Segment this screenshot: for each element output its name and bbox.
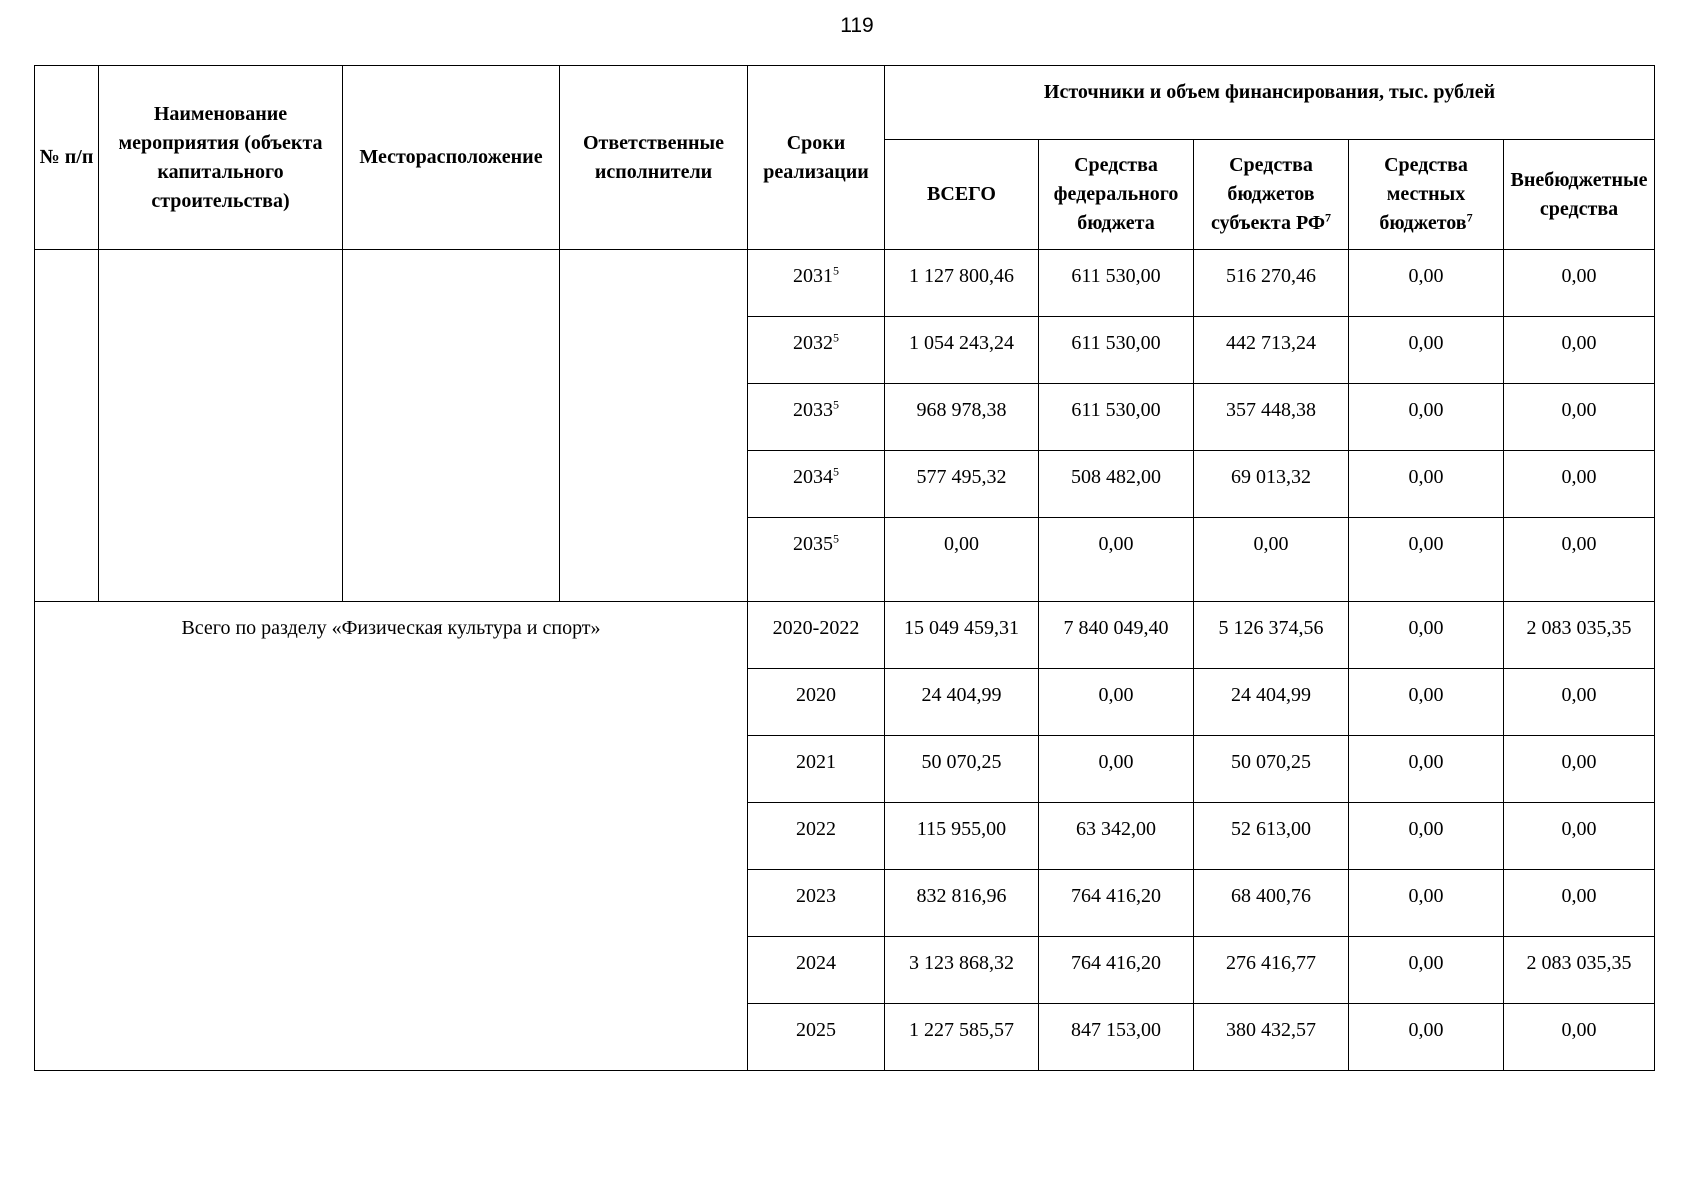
year-cell: 2020-2022: [748, 602, 885, 669]
table-row: [35, 602, 1655, 669]
total-cell: 50 070,25: [885, 736, 1039, 803]
federal-cell: 0,00: [1039, 736, 1194, 803]
federal-cell: 764 416,20: [1039, 937, 1194, 1004]
year-cell: 2033$^5$: [748, 384, 885, 451]
row-name-cell: [99, 250, 343, 602]
footnote-mark: 7: [1466, 210, 1473, 225]
regional-cell: 0,00: [1194, 518, 1349, 602]
header-name: Наименование мероприятия (объекта капитального строительства): [99, 66, 343, 250]
regional-cell: 5 126 374,56: [1194, 602, 1349, 669]
table-body: [35, 250, 1655, 1071]
federal-cell: 847 153,00: [1039, 1004, 1194, 1071]
row-location-cell: [343, 250, 560, 602]
section-total-label: Всего по разделу «Физическая культура и спорт»: [35, 602, 748, 1071]
header-total: ВСЕГО: [885, 140, 1039, 250]
table-header: [35, 66, 1655, 250]
local-cell: 0,00: [1349, 518, 1504, 602]
year-cell: 2031$^5$: [748, 250, 885, 317]
total-cell: 577 495,32: [885, 451, 1039, 518]
local-cell: 0,00: [1349, 384, 1504, 451]
funding-table: [34, 65, 1655, 1071]
row-responsible-cell: [560, 250, 748, 602]
regional-cell: 380 432,57: [1194, 1004, 1349, 1071]
total-cell: 15 049 459,31: [885, 602, 1039, 669]
extra-cell: 0,00: [1504, 384, 1655, 451]
extra-cell: 0,00: [1504, 803, 1655, 870]
local-cell: 0,00: [1349, 937, 1504, 1004]
extra-cell: 0,00: [1504, 250, 1655, 317]
total-cell: 1 227 585,57: [885, 1004, 1039, 1071]
row-num-cell: [35, 250, 99, 602]
federal-cell: 611 530,00: [1039, 384, 1194, 451]
regional-cell: 52 613,00: [1194, 803, 1349, 870]
total-cell: 1 127 800,46: [885, 250, 1039, 317]
header-local: Средства местных бюджетов$^7$: [1349, 140, 1504, 250]
regional-cell: 68 400,76: [1194, 870, 1349, 937]
extra-cell: 0,00: [1504, 736, 1655, 803]
federal-cell: 63 342,00: [1039, 803, 1194, 870]
extra-cell: 0,00: [1504, 669, 1655, 736]
extra-cell: 0,00: [1504, 451, 1655, 518]
page-number: 119: [840, 14, 874, 37]
local-cell: 0,00: [1349, 451, 1504, 518]
regional-cell: 24 404,99: [1194, 669, 1349, 736]
federal-cell: 508 482,00: [1039, 451, 1194, 518]
local-cell: 0,00: [1349, 870, 1504, 937]
regional-cell: 357 448,38: [1194, 384, 1349, 451]
total-cell: 0,00: [885, 518, 1039, 602]
regional-cell: 276 416,77: [1194, 937, 1349, 1004]
local-cell: 0,00: [1349, 250, 1504, 317]
header-federal: Средства федерального бюджета: [1039, 140, 1194, 250]
header-location: Месторасположение: [343, 66, 560, 250]
federal-cell: 0,00: [1039, 669, 1194, 736]
total-cell: 968 978,38: [885, 384, 1039, 451]
local-cell: 0,00: [1349, 736, 1504, 803]
header-regional: Средства бюджетов субъекта $РФ^7$: [1194, 140, 1349, 250]
total-cell: 115 955,00: [885, 803, 1039, 870]
header-responsible: Ответственные исполнители: [560, 66, 748, 250]
footnote-mark: 7: [1325, 210, 1332, 225]
total-cell: 24 404,99: [885, 669, 1039, 736]
extra-cell: 2 083 035,35: [1504, 937, 1655, 1004]
extra-cell: 2 083 035,35: [1504, 602, 1655, 669]
year-cell: 2032$^5$: [748, 317, 885, 384]
local-cell: 0,00: [1349, 317, 1504, 384]
local-cell: 0,00: [1349, 803, 1504, 870]
year-cell: 2021: [748, 736, 885, 803]
local-cell: 0,00: [1349, 1004, 1504, 1071]
total-cell: 3 123 868,32: [885, 937, 1039, 1004]
federal-cell: 7 840 049,40: [1039, 602, 1194, 669]
header-funding-group: Источники и объем финансирования, тыс. рублей: [885, 66, 1655, 140]
regional-cell: 516 270,46: [1194, 250, 1349, 317]
local-cell: 0,00: [1349, 602, 1504, 669]
year-cell: 2022: [748, 803, 885, 870]
federal-cell: 0,00: [1039, 518, 1194, 602]
header-period: Сроки реализации: [748, 66, 885, 250]
total-cell: 832 816,96: [885, 870, 1039, 937]
year-cell: 2024: [748, 937, 885, 1004]
regional-cell: 50 070,25: [1194, 736, 1349, 803]
local-cell: 0,00: [1349, 669, 1504, 736]
extra-cell: 0,00: [1504, 870, 1655, 937]
extra-cell: 0,00: [1504, 317, 1655, 384]
year-cell: 2020: [748, 669, 885, 736]
regional-cell: 442 713,24: [1194, 317, 1349, 384]
year-cell: 2035$^5$: [748, 518, 885, 602]
regional-cell: 69 013,32: [1194, 451, 1349, 518]
extra-cell: 0,00: [1504, 1004, 1655, 1071]
federal-cell: 764 416,20: [1039, 870, 1194, 937]
total-cell: 1 054 243,24: [885, 317, 1039, 384]
federal-cell: 611 530,00: [1039, 317, 1194, 384]
header-num: № п/п: [35, 66, 99, 250]
extra-cell: 0,00: [1504, 518, 1655, 602]
header-extra: Внебюджетные средства: [1504, 140, 1655, 250]
year-cell: 2025: [748, 1004, 885, 1071]
year-cell: 2034$^5$: [748, 451, 885, 518]
federal-cell: 611 530,00: [1039, 250, 1194, 317]
year-cell: 2023: [748, 870, 885, 937]
table-row: [35, 250, 1655, 317]
